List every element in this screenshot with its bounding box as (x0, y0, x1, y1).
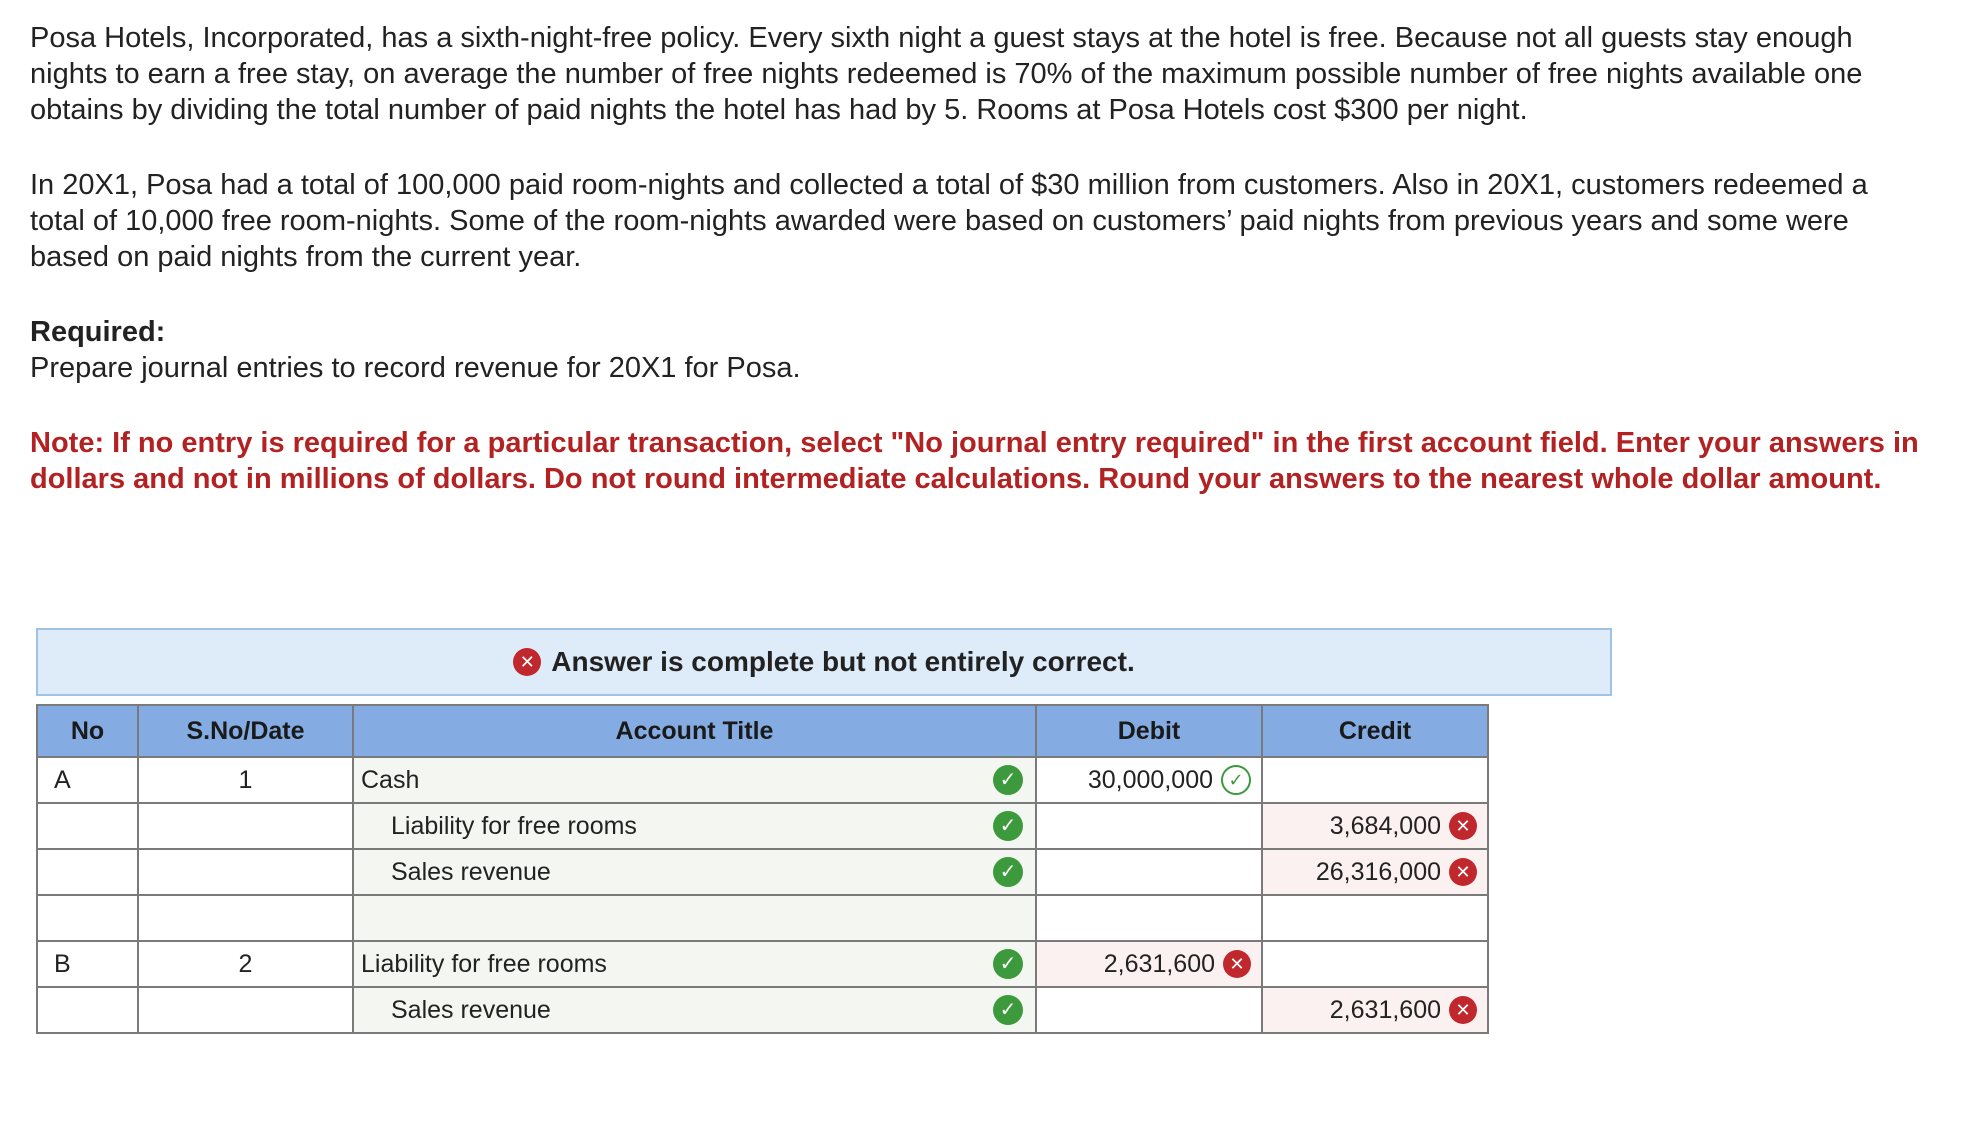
header-date: S.No/Date (138, 705, 353, 757)
incorrect-x-icon: ✕ (1449, 996, 1477, 1024)
table-header-row (37, 705, 1488, 757)
credit-amount-field[interactable] (1262, 987, 1488, 1033)
entry-no-cell (37, 895, 138, 941)
date-cell (138, 803, 353, 849)
debit-amount-field[interactable] (1036, 803, 1262, 849)
account-title-text: Liability for free rooms (391, 811, 637, 840)
note-text: Note: If no entry is required for a particular transaction, select "No journal entry required" in the first account field. Enter your answers in dollars and not in millions of dollars. Do not round intermediate calculations. Round your answers to the nearest whole dollar amount. (30, 427, 1919, 495)
credit-amount-text: 3,684,000 (1329, 811, 1441, 840)
banner-text: Answer is complete but not entirely correct. (551, 646, 1135, 677)
credit-amount-text: 26,316,000 (1315, 857, 1441, 886)
credit-amount-text: 2,631,600 (1329, 995, 1441, 1024)
debit-amount-text: 30,000,000 (1087, 765, 1213, 794)
account-title-text: Liability for free rooms (361, 949, 607, 978)
table-row (37, 803, 1488, 849)
table-row (37, 987, 1488, 1033)
entry-no-cell: B (37, 941, 138, 987)
header-account-title: Account Title (353, 705, 1036, 757)
incorrect-x-icon: ✕ (1449, 858, 1477, 886)
correct-check-icon: ✓ (1221, 765, 1251, 795)
table-row (37, 941, 1488, 987)
date-cell (138, 895, 353, 941)
credit-amount-field[interactable] (1262, 849, 1488, 895)
credit-amount-field[interactable] (1262, 757, 1488, 803)
account-title-text: Sales revenue (391, 995, 551, 1024)
account-title-field[interactable] (353, 849, 1036, 895)
account-title-field[interactable] (353, 941, 1036, 987)
date-cell: 1 (138, 757, 353, 803)
journal-entry-table (36, 704, 1489, 1034)
account-title-field[interactable] (353, 987, 1036, 1033)
entry-no-cell (37, 803, 138, 849)
problem-paragraph-1: Posa Hotels, Incorporated, has a sixth-night-free policy. Every sixth night a guest stays at the hotel is free. Because not all guests stay enough nights to earn a free stay, on average the number of free nights redeemed is 70% of the maximum possible number of free nights available one obtains by dividing the total number of paid nights the hotel has had by 5. Rooms at Posa Hotels cost $300 per night. (30, 22, 1863, 126)
header-credit: Credit (1262, 705, 1488, 757)
table-row (37, 895, 1488, 941)
incorrect-x-icon: ✕ (1449, 812, 1477, 840)
entry-no-cell: A (37, 757, 138, 803)
correct-check-icon: ✓ (993, 995, 1023, 1025)
answer-status-banner (36, 628, 1612, 696)
correct-check-icon: ✓ (993, 765, 1023, 795)
table-row (37, 757, 1488, 803)
table-row (37, 849, 1488, 895)
date-cell (138, 987, 353, 1033)
credit-amount-field[interactable] (1262, 803, 1488, 849)
debit-amount-text: 2,631,600 (1103, 949, 1215, 978)
problem-paragraph-2: In 20X1, Posa had a total of 100,000 paid room-nights and collected a total of $30 million from customers. Also in 20X1, customers redeemed a total of 10,000 free room-nights. Some of the room-nights awarded were based on customers’ paid nights from previous years and some were based on paid nights from the current year. (30, 169, 1868, 273)
entry-no-cell (37, 849, 138, 895)
credit-amount-field[interactable] (1262, 941, 1488, 987)
correct-check-icon: ✓ (993, 857, 1023, 887)
problem-content (30, 20, 1930, 497)
incorrect-x-icon: ✕ (513, 648, 541, 676)
date-cell: 2 (138, 941, 353, 987)
correct-check-icon: ✓ (993, 949, 1023, 979)
credit-amount-field[interactable] (1262, 895, 1488, 941)
account-title-field[interactable] (353, 895, 1036, 941)
debit-amount-field[interactable] (1036, 757, 1262, 803)
header-debit: Debit (1036, 705, 1262, 757)
account-title-text: Sales revenue (391, 857, 551, 886)
required-text: Prepare journal entries to record revenue for 20X1 for Posa. (30, 352, 801, 384)
debit-amount-field[interactable] (1036, 849, 1262, 895)
account-title-field[interactable] (353, 803, 1036, 849)
header-no: No (37, 705, 138, 757)
debit-amount-field[interactable] (1036, 895, 1262, 941)
entry-no-cell (37, 987, 138, 1033)
date-cell (138, 849, 353, 895)
account-title-text: Cash (361, 765, 420, 794)
required-title: Required: (30, 316, 166, 348)
correct-check-icon: ✓ (993, 811, 1023, 841)
incorrect-x-icon: ✕ (1223, 950, 1251, 978)
debit-amount-field[interactable] (1036, 987, 1262, 1033)
debit-amount-field[interactable] (1036, 941, 1262, 987)
account-title-field[interactable] (353, 757, 1036, 803)
